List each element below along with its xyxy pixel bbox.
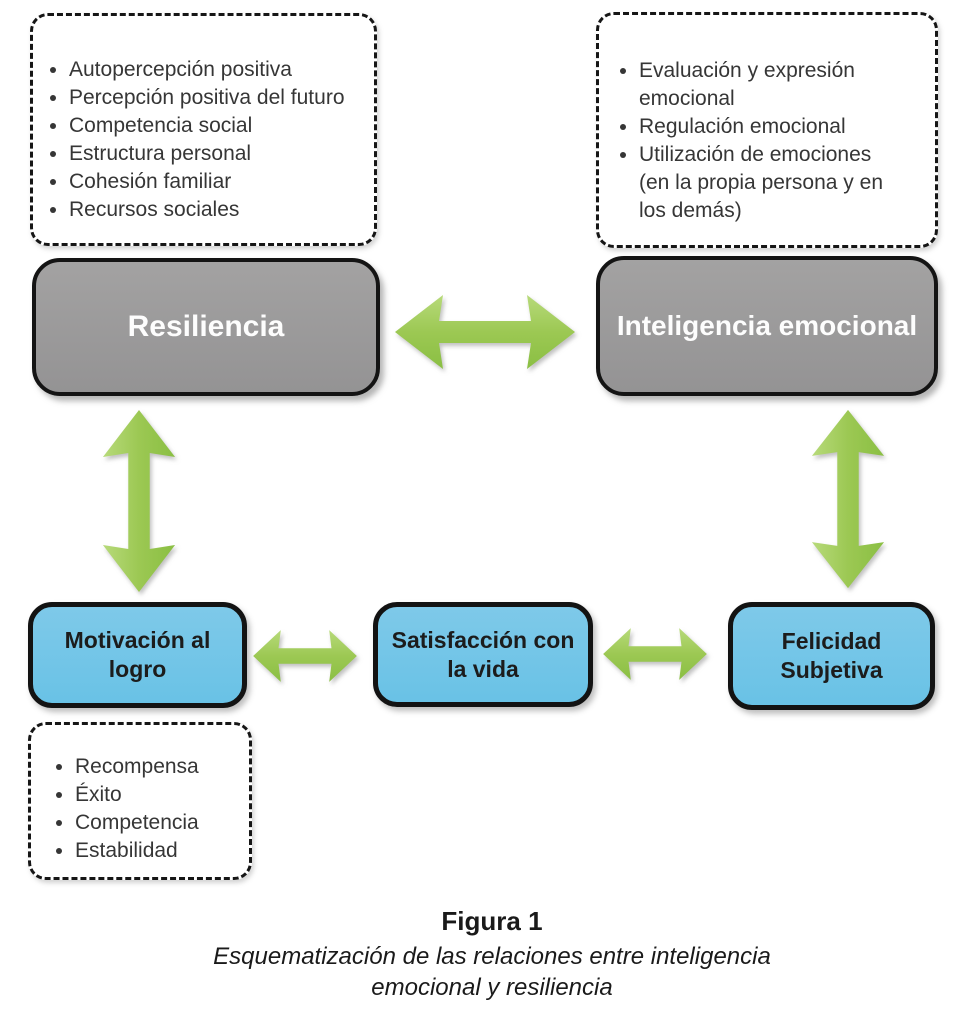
node-resiliencia xyxy=(32,258,380,396)
figure-caption xyxy=(192,905,792,1003)
node-felicidad-subjetiva-label: Felicidad Subjetiva xyxy=(780,628,883,683)
double-arrow-horizontal-icon xyxy=(602,626,708,682)
node-satisfaccion-con-la-vida xyxy=(373,602,593,707)
inteligencia-components-list xyxy=(599,57,907,225)
list-item: • Recompensa xyxy=(75,753,249,781)
list-item: • Evaluación y expresión emocional xyxy=(639,57,907,113)
list-item: • Competencia social xyxy=(69,112,374,140)
node-felicidad-subjetiva xyxy=(728,602,935,710)
list-item: • Autopercepción positiva xyxy=(69,56,374,84)
list-item: • Percepción positiva del futuro xyxy=(69,84,374,112)
double-arrow-horizontal-icon xyxy=(252,628,358,684)
node-motivacion-al-logro xyxy=(28,602,247,708)
node-inteligencia-emocional xyxy=(596,256,938,396)
list-item: • Cohesión familiar xyxy=(69,168,374,196)
node-inteligencia-emocional-label: Inteligencia emocional xyxy=(616,310,918,341)
motivacion-factors-list xyxy=(31,753,249,865)
node-resiliencia-label: Resiliencia xyxy=(127,310,285,343)
list-item: • Competencia xyxy=(75,809,249,837)
list-item: • Utilización de emociones (en la propia persona y en los demás) xyxy=(639,141,907,225)
resiliencia-factors-box xyxy=(30,13,377,246)
inteligencia-components-box xyxy=(596,12,938,248)
list-item: • Recursos sociales xyxy=(69,196,374,224)
resiliencia-factors-list xyxy=(33,56,374,224)
figure-caption-title: Figura 1 xyxy=(441,906,543,936)
double-arrow-horizontal-icon xyxy=(393,292,577,372)
double-arrow-vertical-icon xyxy=(809,408,887,590)
motivacion-factors-box xyxy=(28,722,252,880)
list-item: • Regulación emocional xyxy=(639,113,907,141)
node-satisfaccion-con-la-vida-label: Satisfacción con la vida xyxy=(391,626,575,682)
node-motivacion-al-logro-label: Motivación al logro xyxy=(64,627,211,682)
figure-caption-subtitle: Esquematización de las relaciones entre inteligencia emocional y resiliencia xyxy=(213,943,771,1001)
list-item: • Estructura personal xyxy=(69,140,374,168)
list-item: • Estabilidad xyxy=(75,837,249,865)
double-arrow-vertical-icon xyxy=(100,408,178,594)
list-item: • Éxito xyxy=(75,781,249,809)
